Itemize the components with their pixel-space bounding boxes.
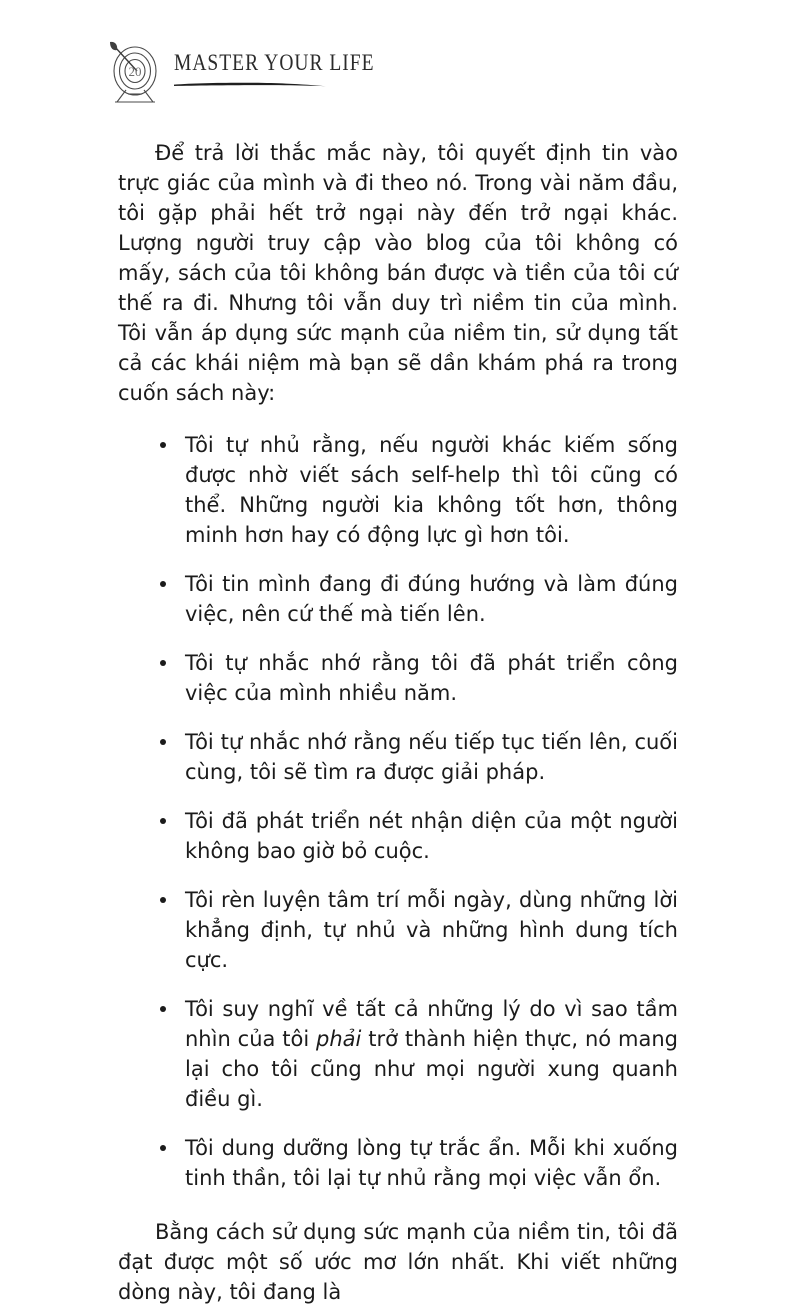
- list-item-text: Tôi tự nhắc nhớ rằng nếu tiếp tục tiến lên, cuối cùng, tôi sẽ tìm ra được giải pháp.: [185, 730, 678, 784]
- closing-paragraph: Bằng cách sử dụng sức mạnh của niềm tin, tôi đã đạt được một số ước mơ lớn nhất. Khi viết những dòng này, tôi đang là: [118, 1220, 678, 1304]
- list-item-emphasis: phải: [316, 1027, 362, 1051]
- belief-practices-list: [118, 430, 678, 1193]
- list-item: [118, 727, 678, 787]
- list-item-text: Tôi tự nhắc nhớ rằng tôi đã phát triển công việc của mình nhiều năm.: [185, 651, 678, 705]
- header-title-block: [174, 51, 375, 91]
- list-item: [118, 569, 678, 629]
- bullet-dot-icon: [160, 818, 166, 824]
- bullet-dot-icon: [160, 660, 166, 666]
- list-item-text: Tôi dung dưỡng lòng tự trắc ẩn. Mỗi khi xuống tinh thần, tôi lại tự nhủ rằng mọi việc vẫn ổn.: [185, 1136, 678, 1190]
- list-item: [118, 430, 678, 550]
- list-item: [118, 806, 678, 866]
- bullet-dot-icon: [160, 1145, 166, 1151]
- header-page-number: 20: [128, 64, 142, 79]
- bullet-dot-icon: [160, 1006, 166, 1012]
- page-header: [104, 40, 375, 106]
- opening-paragraph: Để trả lời thắc mắc này, tôi quyết định tin vào trực giác của mình và đi theo nó. Trong vài năm đầu, tôi gặp phải hết trở ngại này đến trở ngại khác. Lượng người truy cập vào blog của tôi không có mấy, sách của tôi không bán được và tiền của tôi cứ thế ra đi. Nhưng tôi vẫn duy trì niềm tin của mình. Tôi vẫn áp dụng sức mạnh của niềm tin, sử dụng tất cả các khái niệm mà bạn sẽ dần khám phá ra trong cuốn sách này:: [118, 141, 678, 405]
- list-item-text: Tôi tin mình đang đi đúng hướng và làm đúng việc, nên cứ thế mà tiến lên.: [185, 572, 678, 626]
- list-item-text: Tôi đã phát triển nét nhận diện của một người không bao giờ bỏ cuộc.: [185, 809, 678, 863]
- list-item-text-before: Tôi suy nghĩ về tất cả những lý do vì sao tầm nhìn của tôi: [185, 997, 678, 1051]
- list-item-text-after: trở thành hiện thực, nó mang lại cho tôi cũng như mọi người xung quanh điều gì.: [185, 1027, 678, 1111]
- book-title: MASTER YOUR LIFE: [174, 51, 375, 76]
- list-item: [118, 994, 678, 1114]
- page-content: [118, 138, 678, 1307]
- bullet-dot-icon: [160, 739, 166, 745]
- header-underline-swash: [174, 82, 326, 86]
- bullet-dot-icon: [160, 442, 166, 448]
- list-item-text: Tôi tự nhủ rằng, nếu người khác kiếm sống được nhờ viết sách self-help thì tôi cũng có thể. Những người kia không tốt hơn, thông minh hơn hay có động lực gì hơn tôi.: [185, 433, 678, 547]
- list-item-text: Tôi rèn luyện tâm trí mỗi ngày, dùng những lời khẳng định, tự nhủ và những hình dung tích cực.: [185, 888, 678, 972]
- bullet-dot-icon: [160, 897, 166, 903]
- list-item: [118, 1133, 678, 1193]
- list-item: [118, 885, 678, 975]
- bullet-dot-icon: [160, 581, 166, 587]
- target-with-arrow-icon: [104, 40, 170, 106]
- list-item: [118, 648, 678, 708]
